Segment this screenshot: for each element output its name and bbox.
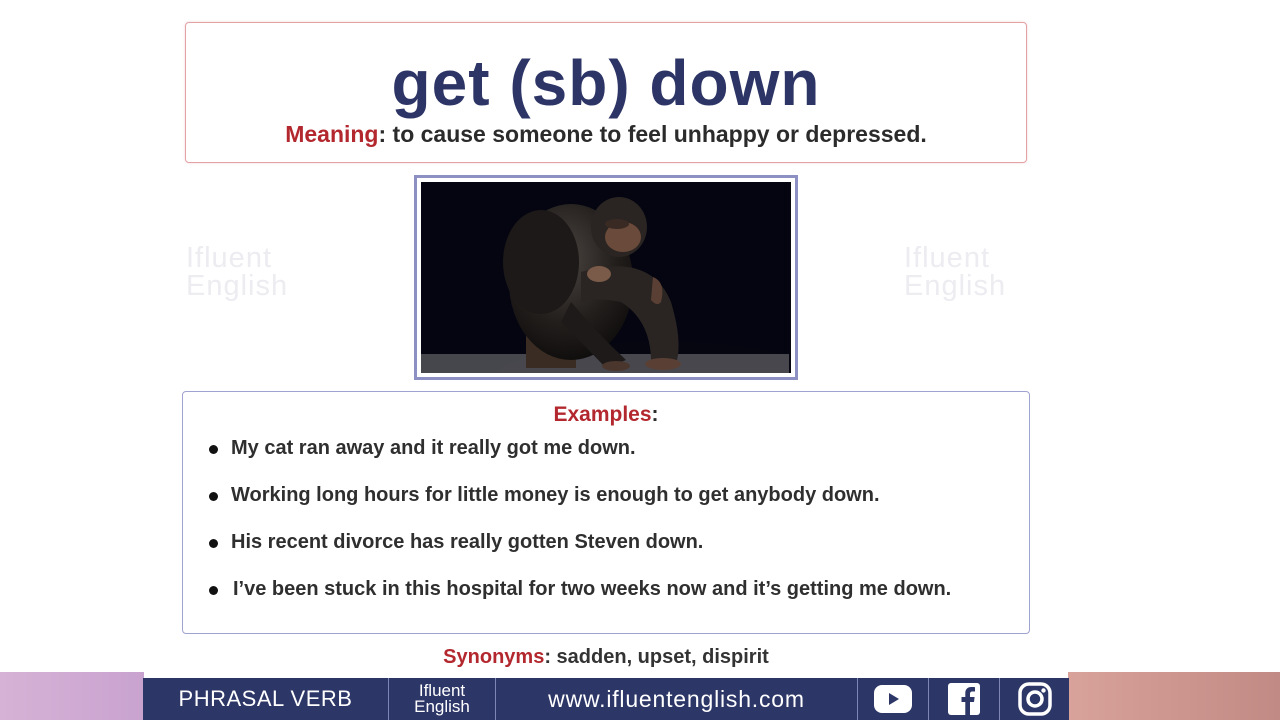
example-text: My cat ran away and it really got me down.: [231, 437, 636, 459]
footer-accent-left: [0, 672, 144, 720]
footer-accent-right: [1068, 672, 1280, 720]
footer-category: PHRASAL VERB: [143, 678, 389, 720]
synonyms-line: [0, 646, 1212, 669]
watermark-line2: English: [904, 270, 1007, 302]
instagram-icon: [1018, 682, 1052, 716]
meaning-label: Meaning: [285, 121, 379, 147]
footer-logo[interactable]: [389, 678, 496, 720]
youtube-icon: [874, 685, 912, 713]
footer-bar: [143, 678, 1069, 720]
title-card: [185, 22, 1027, 163]
examples-colon: :: [651, 403, 659, 426]
examples-card: [182, 391, 1030, 634]
bullet-icon: [209, 539, 218, 548]
list-item: [209, 439, 1009, 458]
bullet-icon: [209, 586, 218, 595]
meaning-line: [186, 121, 1026, 148]
instagram-button[interactable]: [1000, 678, 1069, 720]
watermark-left: [186, 244, 288, 300]
facebook-icon: [948, 683, 980, 715]
bullet-icon: [209, 445, 218, 454]
examples-heading: [183, 403, 1029, 427]
list-item: [209, 580, 1009, 599]
chimpanzee-photo: [421, 182, 791, 373]
meaning-text: : to cause someone to feel unhappy or depressed.: [378, 121, 927, 147]
chimpanzee-illustration: [421, 182, 789, 373]
watermark-line2: English: [186, 270, 289, 302]
photo-frame: [414, 175, 798, 380]
facebook-button[interactable]: [929, 678, 1000, 720]
watermark-line1: Ifluent: [186, 242, 272, 274]
list-item: [209, 533, 1009, 552]
watermark-line1: Ifluent: [904, 242, 990, 274]
bullet-icon: [209, 492, 218, 501]
footer-website-link[interactable]: www.ifluentenglish.com: [496, 678, 858, 720]
example-text: His recent divorce has really gotten Steven down.: [231, 531, 704, 553]
footer-logo-line1: Ifluent: [418, 681, 466, 700]
footer-logo-line2: English: [414, 697, 470, 716]
example-text: I’ve been stuck in this hospital for two weeks now and it’s getting me down.: [233, 578, 952, 600]
example-text: Working long hours for little money is enough to get anybody down.: [231, 484, 880, 506]
page-title: get (sb) down: [391, 47, 821, 119]
synonyms-text: : sadden, upset, dispirit: [544, 646, 769, 668]
watermark-right: [904, 244, 1006, 300]
synonyms-label: Synonyms: [443, 646, 545, 668]
youtube-button[interactable]: [858, 678, 929, 720]
examples-label: Examples: [553, 403, 652, 426]
list-item: [209, 486, 1009, 505]
